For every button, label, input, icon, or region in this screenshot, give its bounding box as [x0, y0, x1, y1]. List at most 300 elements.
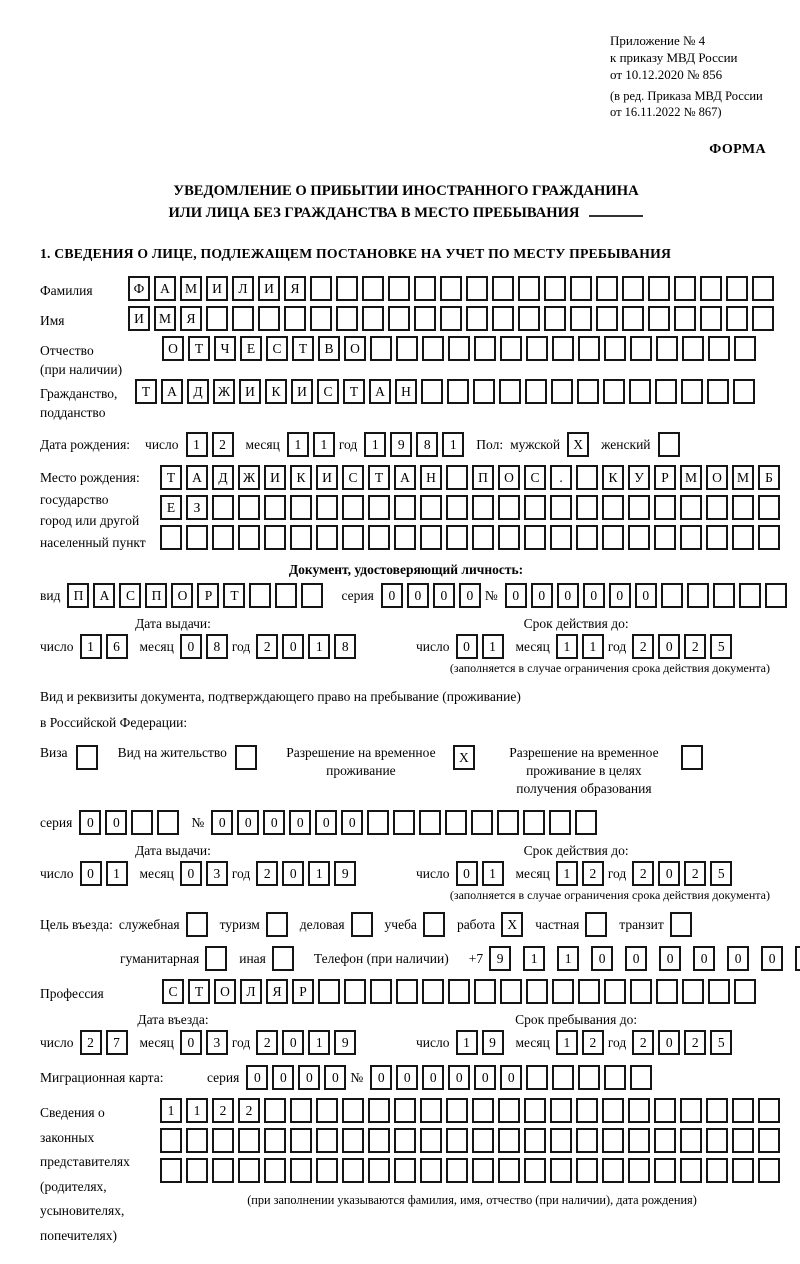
char-cell[interactable]: [290, 525, 312, 550]
char-cell[interactable]: Я: [180, 306, 202, 331]
char-cell[interactable]: Я: [266, 979, 288, 1004]
char-cell[interactable]: М: [154, 306, 176, 331]
char-cell[interactable]: 2: [238, 1098, 260, 1123]
char-cell[interactable]: [212, 525, 234, 550]
temp-residence-education-checkbox[interactable]: [681, 745, 703, 770]
char-cell[interactable]: [524, 1098, 546, 1123]
char-cell[interactable]: О: [344, 336, 366, 361]
char-cell[interactable]: 2: [212, 432, 234, 457]
char-cell[interactable]: [440, 306, 462, 331]
char-cell[interactable]: [344, 979, 366, 1004]
char-cell[interactable]: 2: [256, 634, 278, 659]
residence-permit-checkbox[interactable]: [235, 745, 257, 770]
char-cell[interactable]: [661, 583, 683, 608]
char-cell[interactable]: [447, 379, 469, 404]
char-cell[interactable]: [630, 1065, 652, 1090]
char-cell[interactable]: 2: [212, 1098, 234, 1123]
char-cell[interactable]: [628, 1128, 650, 1153]
char-cell[interactable]: [752, 306, 774, 331]
char-cell[interactable]: 0: [761, 946, 783, 971]
char-cell[interactable]: 3: [206, 861, 228, 886]
char-cell[interactable]: Е: [160, 495, 182, 520]
char-cell[interactable]: [706, 1158, 728, 1183]
char-cell[interactable]: 0: [456, 634, 478, 659]
char-cell[interactable]: [497, 810, 519, 835]
char-cell[interactable]: С: [162, 979, 184, 1004]
char-cell[interactable]: 0: [298, 1065, 320, 1090]
char-cell[interactable]: 0: [609, 583, 631, 608]
char-cell[interactable]: 7: [106, 1030, 128, 1055]
char-cell[interactable]: [446, 1128, 468, 1153]
char-cell[interactable]: Т: [160, 465, 182, 490]
char-cell[interactable]: 2: [684, 1030, 706, 1055]
char-cell[interactable]: [498, 1158, 520, 1183]
char-cell[interactable]: [232, 306, 254, 331]
char-cell[interactable]: [419, 810, 441, 835]
char-cell[interactable]: [758, 525, 780, 550]
char-cell[interactable]: [342, 525, 364, 550]
char-cell[interactable]: [518, 306, 540, 331]
char-cell[interactable]: [186, 1158, 208, 1183]
char-cell[interactable]: [446, 1158, 468, 1183]
char-cell[interactable]: [388, 306, 410, 331]
char-cell[interactable]: [368, 1098, 390, 1123]
char-cell[interactable]: 2: [80, 1030, 102, 1055]
char-cell[interactable]: [446, 465, 468, 490]
char-cell[interactable]: 0: [557, 583, 579, 608]
char-cell[interactable]: [498, 1128, 520, 1153]
char-cell[interactable]: С: [317, 379, 339, 404]
char-cell[interactable]: 0: [591, 946, 613, 971]
char-cell[interactable]: [388, 276, 410, 301]
char-cell[interactable]: 5: [710, 634, 732, 659]
char-cell[interactable]: 8: [334, 634, 356, 659]
char-cell[interactable]: [290, 495, 312, 520]
char-cell[interactable]: И: [128, 306, 150, 331]
char-cell[interactable]: Е: [240, 336, 262, 361]
char-cell[interactable]: [706, 525, 728, 550]
char-cell[interactable]: [622, 306, 644, 331]
char-cell[interactable]: [498, 495, 520, 520]
char-cell[interactable]: [264, 1098, 286, 1123]
char-cell[interactable]: [680, 1128, 702, 1153]
char-cell[interactable]: 0: [289, 810, 311, 835]
char-cell[interactable]: [596, 276, 618, 301]
char-cell[interactable]: [602, 1158, 624, 1183]
char-cell[interactable]: [578, 979, 600, 1004]
char-cell[interactable]: [368, 1128, 390, 1153]
char-cell[interactable]: [570, 276, 592, 301]
char-cell[interactable]: [550, 495, 572, 520]
char-cell[interactable]: [448, 336, 470, 361]
sex-female-checkbox[interactable]: [658, 432, 680, 457]
char-cell[interactable]: А: [369, 379, 391, 404]
char-cell[interactable]: 0: [272, 1065, 294, 1090]
char-cell[interactable]: Д: [212, 465, 234, 490]
char-cell[interactable]: [732, 1098, 754, 1123]
char-cell[interactable]: [654, 495, 676, 520]
char-cell[interactable]: [336, 276, 358, 301]
char-cell[interactable]: [576, 1098, 598, 1123]
char-cell[interactable]: [628, 1158, 650, 1183]
char-cell[interactable]: 0: [505, 583, 527, 608]
char-cell[interactable]: [733, 379, 755, 404]
char-cell[interactable]: [795, 946, 800, 971]
char-cell[interactable]: О: [214, 979, 236, 1004]
char-cell[interactable]: 2: [684, 634, 706, 659]
char-cell[interactable]: [212, 495, 234, 520]
char-cell[interactable]: 0: [659, 946, 681, 971]
char-cell[interactable]: 1: [523, 946, 545, 971]
purpose-transit-checkbox[interactable]: [670, 912, 692, 937]
char-cell[interactable]: [420, 495, 442, 520]
char-cell[interactable]: [680, 495, 702, 520]
char-cell[interactable]: 5: [710, 861, 732, 886]
char-cell[interactable]: [628, 525, 650, 550]
char-cell[interactable]: 0: [282, 1030, 304, 1055]
char-cell[interactable]: [706, 495, 728, 520]
char-cell[interactable]: [648, 276, 670, 301]
char-cell[interactable]: Л: [232, 276, 254, 301]
purpose-other-checkbox[interactable]: [272, 946, 294, 971]
char-cell[interactable]: [212, 1158, 234, 1183]
char-cell[interactable]: 0: [180, 1030, 202, 1055]
char-cell[interactable]: А: [186, 465, 208, 490]
char-cell[interactable]: [732, 495, 754, 520]
char-cell[interactable]: [316, 1158, 338, 1183]
char-cell[interactable]: [518, 276, 540, 301]
char-cell[interactable]: [726, 306, 748, 331]
char-cell[interactable]: [342, 1098, 364, 1123]
char-cell[interactable]: [674, 306, 696, 331]
char-cell[interactable]: .: [550, 465, 572, 490]
char-cell[interactable]: [602, 525, 624, 550]
char-cell[interactable]: [414, 306, 436, 331]
char-cell[interactable]: [394, 1158, 416, 1183]
char-cell[interactable]: 1: [442, 432, 464, 457]
char-cell[interactable]: [654, 525, 676, 550]
char-cell[interactable]: 1: [364, 432, 386, 457]
char-cell[interactable]: О: [498, 465, 520, 490]
char-cell[interactable]: И: [264, 465, 286, 490]
char-cell[interactable]: [186, 525, 208, 550]
char-cell[interactable]: 0: [79, 810, 101, 835]
char-cell[interactable]: 1: [313, 432, 335, 457]
char-cell[interactable]: [370, 336, 392, 361]
char-cell[interactable]: К: [265, 379, 287, 404]
char-cell[interactable]: [290, 1098, 312, 1123]
char-cell[interactable]: Ж: [213, 379, 235, 404]
char-cell[interactable]: [576, 525, 598, 550]
char-cell[interactable]: [552, 336, 574, 361]
char-cell[interactable]: 0: [246, 1065, 268, 1090]
char-cell[interactable]: [368, 495, 390, 520]
char-cell[interactable]: [525, 379, 547, 404]
char-cell[interactable]: [604, 1065, 626, 1090]
char-cell[interactable]: [440, 276, 462, 301]
char-cell[interactable]: [734, 979, 756, 1004]
char-cell[interactable]: [682, 336, 704, 361]
char-cell[interactable]: [706, 1098, 728, 1123]
purpose-tourism-checkbox[interactable]: [266, 912, 288, 937]
char-cell[interactable]: [758, 1098, 780, 1123]
char-cell[interactable]: 1: [556, 634, 578, 659]
char-cell[interactable]: [550, 1128, 572, 1153]
char-cell[interactable]: [474, 336, 496, 361]
char-cell[interactable]: И: [206, 276, 228, 301]
char-cell[interactable]: [526, 336, 548, 361]
purpose-work-checkbox[interactable]: X: [501, 912, 523, 937]
char-cell[interactable]: А: [93, 583, 115, 608]
char-cell[interactable]: [420, 1158, 442, 1183]
char-cell[interactable]: [524, 495, 546, 520]
char-cell[interactable]: [602, 495, 624, 520]
char-cell[interactable]: [498, 1098, 520, 1123]
char-cell[interactable]: О: [171, 583, 193, 608]
char-cell[interactable]: [713, 583, 735, 608]
char-cell[interactable]: [362, 276, 384, 301]
char-cell[interactable]: [394, 525, 416, 550]
char-cell[interactable]: Т: [188, 979, 210, 1004]
char-cell[interactable]: К: [290, 465, 312, 490]
char-cell[interactable]: 1: [456, 1030, 478, 1055]
char-cell[interactable]: [394, 495, 416, 520]
char-cell[interactable]: [396, 979, 418, 1004]
temp-residence-checkbox[interactable]: X: [453, 745, 475, 770]
char-cell[interactable]: 9: [390, 432, 412, 457]
char-cell[interactable]: [160, 1128, 182, 1153]
char-cell[interactable]: [732, 1128, 754, 1153]
char-cell[interactable]: 0: [531, 583, 553, 608]
char-cell[interactable]: С: [266, 336, 288, 361]
char-cell[interactable]: [422, 336, 444, 361]
char-cell[interactable]: 1: [160, 1098, 182, 1123]
char-cell[interactable]: 0: [211, 810, 233, 835]
sex-male-checkbox[interactable]: X: [567, 432, 589, 457]
char-cell[interactable]: 0: [433, 583, 455, 608]
char-cell[interactable]: 2: [632, 634, 654, 659]
char-cell[interactable]: [238, 525, 260, 550]
char-cell[interactable]: [654, 1128, 676, 1153]
char-cell[interactable]: 1: [308, 861, 330, 886]
char-cell[interactable]: А: [394, 465, 416, 490]
char-cell[interactable]: [596, 306, 618, 331]
char-cell[interactable]: [500, 979, 522, 1004]
char-cell[interactable]: 0: [658, 634, 680, 659]
char-cell[interactable]: [706, 1128, 728, 1153]
char-cell[interactable]: [160, 1158, 182, 1183]
char-cell[interactable]: Л: [240, 979, 262, 1004]
char-cell[interactable]: [524, 1128, 546, 1153]
char-cell[interactable]: [577, 379, 599, 404]
char-cell[interactable]: 0: [583, 583, 605, 608]
char-cell[interactable]: 1: [80, 634, 102, 659]
char-cell[interactable]: М: [680, 465, 702, 490]
char-cell[interactable]: [602, 1098, 624, 1123]
char-cell[interactable]: Р: [654, 465, 676, 490]
char-cell[interactable]: П: [145, 583, 167, 608]
char-cell[interactable]: [275, 583, 297, 608]
char-cell[interactable]: [576, 1128, 598, 1153]
char-cell[interactable]: [500, 336, 522, 361]
char-cell[interactable]: [316, 1098, 338, 1123]
char-cell[interactable]: 1: [287, 432, 309, 457]
char-cell[interactable]: [732, 525, 754, 550]
char-cell[interactable]: 1: [308, 1030, 330, 1055]
char-cell[interactable]: [471, 810, 493, 835]
char-cell[interactable]: [499, 379, 521, 404]
char-cell[interactable]: 3: [206, 1030, 228, 1055]
char-cell[interactable]: 0: [500, 1065, 522, 1090]
char-cell[interactable]: 0: [459, 583, 481, 608]
char-cell[interactable]: [629, 379, 651, 404]
char-cell[interactable]: [238, 1158, 260, 1183]
char-cell[interactable]: М: [732, 465, 754, 490]
char-cell[interactable]: [264, 495, 286, 520]
char-cell[interactable]: [687, 583, 709, 608]
char-cell[interactable]: Ф: [128, 276, 150, 301]
char-cell[interactable]: 2: [632, 861, 654, 886]
char-cell[interactable]: [708, 336, 730, 361]
char-cell[interactable]: 0: [474, 1065, 496, 1090]
purpose-study-checkbox[interactable]: [423, 912, 445, 937]
char-cell[interactable]: [342, 1128, 364, 1153]
char-cell[interactable]: [680, 1158, 702, 1183]
char-cell[interactable]: [708, 979, 730, 1004]
char-cell[interactable]: И: [316, 465, 338, 490]
char-cell[interactable]: Т: [292, 336, 314, 361]
char-cell[interactable]: [420, 1098, 442, 1123]
char-cell[interactable]: [654, 1158, 676, 1183]
char-cell[interactable]: [680, 1098, 702, 1123]
char-cell[interactable]: [316, 495, 338, 520]
char-cell[interactable]: [549, 810, 571, 835]
char-cell[interactable]: [258, 306, 280, 331]
char-cell[interactable]: [472, 1098, 494, 1123]
char-cell[interactable]: [758, 495, 780, 520]
char-cell[interactable]: [526, 1065, 548, 1090]
char-cell[interactable]: Р: [292, 979, 314, 1004]
char-cell[interactable]: [342, 1158, 364, 1183]
char-cell[interactable]: 0: [396, 1065, 418, 1090]
char-cell[interactable]: 2: [684, 861, 706, 886]
char-cell[interactable]: [466, 276, 488, 301]
char-cell[interactable]: 0: [370, 1065, 392, 1090]
char-cell[interactable]: [544, 276, 566, 301]
char-cell[interactable]: Б: [758, 465, 780, 490]
char-cell[interactable]: [448, 979, 470, 1004]
char-cell[interactable]: 0: [448, 1065, 470, 1090]
char-cell[interactable]: 0: [635, 583, 657, 608]
char-cell[interactable]: [680, 525, 702, 550]
char-cell[interactable]: Т: [223, 583, 245, 608]
char-cell[interactable]: 2: [256, 861, 278, 886]
char-cell[interactable]: [498, 525, 520, 550]
char-cell[interactable]: Т: [343, 379, 365, 404]
char-cell[interactable]: [212, 1128, 234, 1153]
char-cell[interactable]: 0: [237, 810, 259, 835]
char-cell[interactable]: [604, 979, 626, 1004]
char-cell[interactable]: [655, 379, 677, 404]
char-cell[interactable]: [551, 379, 573, 404]
char-cell[interactable]: [316, 525, 338, 550]
char-cell[interactable]: [603, 379, 625, 404]
char-cell[interactable]: З: [186, 495, 208, 520]
char-cell[interactable]: К: [602, 465, 624, 490]
char-cell[interactable]: И: [291, 379, 313, 404]
char-cell[interactable]: [206, 306, 228, 331]
char-cell[interactable]: [290, 1128, 312, 1153]
char-cell[interactable]: 0: [315, 810, 337, 835]
char-cell[interactable]: [552, 1065, 574, 1090]
char-cell[interactable]: 1: [482, 634, 504, 659]
char-cell[interactable]: Н: [395, 379, 417, 404]
char-cell[interactable]: Т: [368, 465, 390, 490]
char-cell[interactable]: 0: [282, 861, 304, 886]
char-cell[interactable]: Ч: [214, 336, 236, 361]
char-cell[interactable]: 0: [658, 861, 680, 886]
char-cell[interactable]: [310, 306, 332, 331]
char-cell[interactable]: М: [180, 276, 202, 301]
char-cell[interactable]: 5: [710, 1030, 732, 1055]
char-cell[interactable]: [524, 1158, 546, 1183]
char-cell[interactable]: [758, 1158, 780, 1183]
char-cell[interactable]: [576, 1158, 598, 1183]
char-cell[interactable]: [707, 379, 729, 404]
char-cell[interactable]: Ж: [238, 465, 260, 490]
char-cell[interactable]: [544, 306, 566, 331]
char-cell[interactable]: [739, 583, 761, 608]
char-cell[interactable]: [362, 306, 384, 331]
char-cell[interactable]: А: [161, 379, 183, 404]
char-cell[interactable]: 0: [727, 946, 749, 971]
char-cell[interactable]: 9: [334, 1030, 356, 1055]
char-cell[interactable]: С: [119, 583, 141, 608]
char-cell[interactable]: [681, 379, 703, 404]
char-cell[interactable]: 9: [489, 946, 511, 971]
char-cell[interactable]: Т: [188, 336, 210, 361]
char-cell[interactable]: Т: [135, 379, 157, 404]
char-cell[interactable]: [550, 1158, 572, 1183]
char-cell[interactable]: [550, 1098, 572, 1123]
char-cell[interactable]: [318, 979, 340, 1004]
char-cell[interactable]: [570, 306, 592, 331]
char-cell[interactable]: [367, 810, 389, 835]
char-cell[interactable]: [446, 525, 468, 550]
char-cell[interactable]: 0: [80, 861, 102, 886]
char-cell[interactable]: [316, 1128, 338, 1153]
char-cell[interactable]: [654, 1098, 676, 1123]
char-cell[interactable]: [394, 1128, 416, 1153]
char-cell[interactable]: [648, 306, 670, 331]
char-cell[interactable]: [414, 276, 436, 301]
char-cell[interactable]: [421, 379, 443, 404]
char-cell[interactable]: [575, 810, 597, 835]
char-cell[interactable]: [446, 495, 468, 520]
char-cell[interactable]: [578, 1065, 600, 1090]
char-cell[interactable]: [630, 979, 652, 1004]
char-cell[interactable]: 8: [206, 634, 228, 659]
char-cell[interactable]: У: [628, 465, 650, 490]
purpose-business-checkbox[interactable]: [351, 912, 373, 937]
char-cell[interactable]: 9: [334, 861, 356, 886]
char-cell[interactable]: [765, 583, 787, 608]
char-cell[interactable]: [700, 306, 722, 331]
char-cell[interactable]: [249, 583, 271, 608]
char-cell[interactable]: [446, 1098, 468, 1123]
char-cell[interactable]: В: [318, 336, 340, 361]
char-cell[interactable]: 0: [324, 1065, 346, 1090]
